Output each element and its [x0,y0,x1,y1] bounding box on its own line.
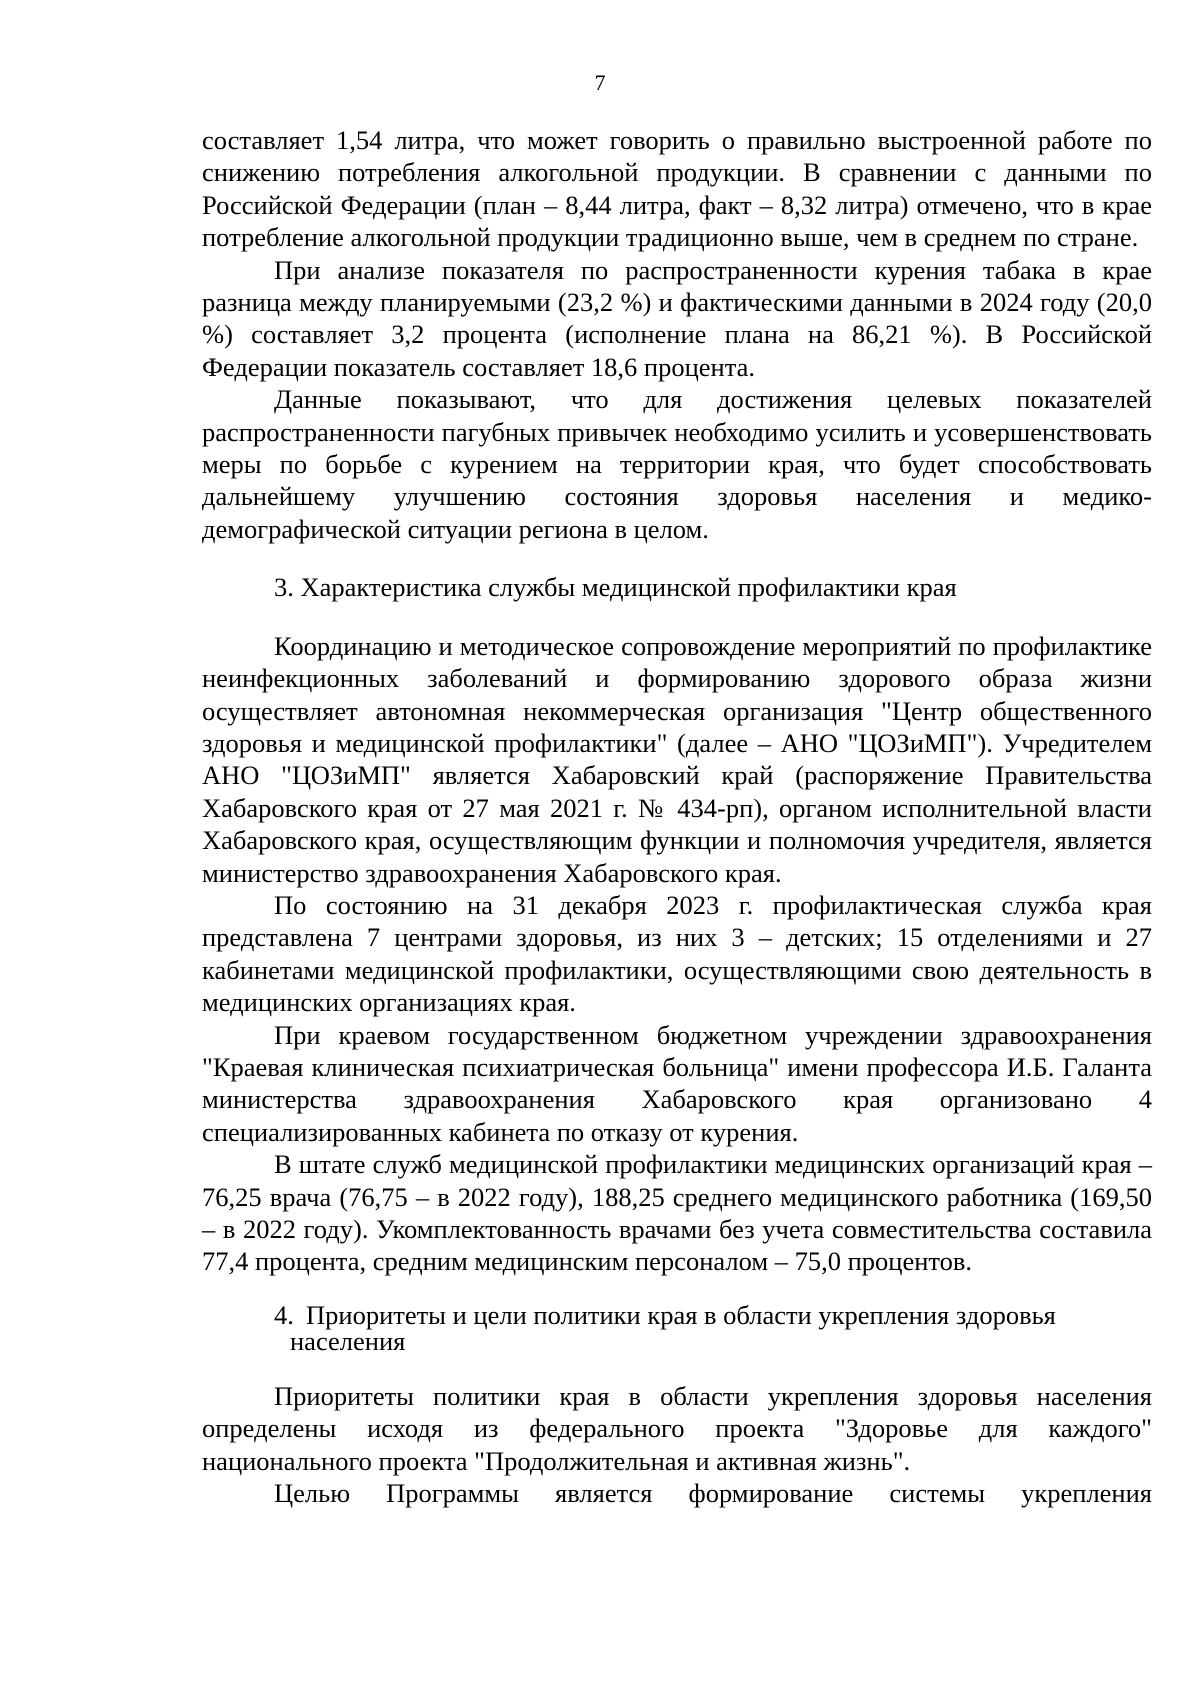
paragraph-smoking-cessation-rooms: При краевом государственном бюджетном учреждении здравоохранения "Краевая клиническая психиатрическая больница" имени профессора И.Б. Галанта министерства здравоохранения Хабаровского края организовано 4 специализированных кабинета по отказу от курения. [202,1019,1152,1147]
section-heading-4-number: 4. [274,1299,294,1330]
document-body [202,124,1152,1509]
paragraph-data-conclusion: Данные показывают, что для достижения целевых показателей распространенности пагубных привычек необходимо усилить и усовершенствовать меры по борьбе с курением на территории края, что будет способствовать дальнейшему улучшению состояния здоровья населения и медико-демографической ситуации региона в целом. [202,384,1152,544]
section-heading-4-line2: населения [290,1325,406,1356]
paragraph-prevention-service-status: По состоянию на 31 декабря 2023 г. профилактическая служба края представлена 7 центрами здоровья, из них 3 – детских; 15 отделениями и 27 кабинетами медицинской профилактики, осуществляющими свою деятельность в медицинских организациях края. [202,889,1152,1018]
section-heading-3: 3. Характеристика службы медицинской профилактики края [274,572,957,603]
paragraph-alcohol-consumption: составляет 1,54 литра, что может говорить о правильно выстроенной работе по снижению потребления алкогольной продукции. В сравнении с данными по Российской Федерации (план – 8,44 литра, факт – 8,32 литра) отмечено, что в крае потребление алкогольной продукции традиционно выше, чем в среднем по стране. [202,125,1152,253]
section-heading-4-line1: Приоритеты и цели политики края в области укрепления здоровья [306,1299,1056,1330]
paragraph-program-goal: Целью Программы является формирование системы укрепления [274,1478,1152,1509]
paragraph-coordination-center: Координацию и методическое сопровождение мероприятий по профилактике неинфекционных заболеваний и формированию здорового образа жизни осуществляет автономная некоммерческая организация "Центр общественного здоровья и медицинской профилактики" (далее – АНО "ЦОЗиМП"). Учредителем АНО "ЦОЗиМП" является Хабаровский край (распоряжение Правительства Хабаровского края от 27 мая 2021 г. № 434-рп), органом исполнительной власти Хабаровского края, осуществляющим функции и полномочия учредителя, является министерство здравоохранения Хабаровского края. [202,630,1152,888]
paragraph-smoking-prevalence: При анализе показателя по распространенности курения табака в крае разница между планируемыми (23,2 %) и фактическими данными в 2024 году (20,0 %) составляет 3,2 процента (исполнение плана на 86,21 %). В Российской Федерации показатель составляет 18,6 процента. [202,254,1152,382]
section-heading-4 [274,1299,1152,1356]
paragraph-policy-priorities: Приоритеты политики края в области укрепления здоровья населения определены исходя из федерального проекта "Здоровье для каждого" национального проекта "Продолжительная и активная жизнь". [202,1380,1152,1476]
paragraph-staffing: В штате служб медицинской профилактики медицинских организаций края – 76,25 врача (76,75 – в 2022 году), 188,25 среднего медицинского работника (169,50 – в 2022 году). Укомплектованность врачами без учета совместительства составила 77,4 процента, средним медицинским персоналом – 75,0 процентов. [202,1149,1152,1277]
page-number: 7 [594,70,606,95]
